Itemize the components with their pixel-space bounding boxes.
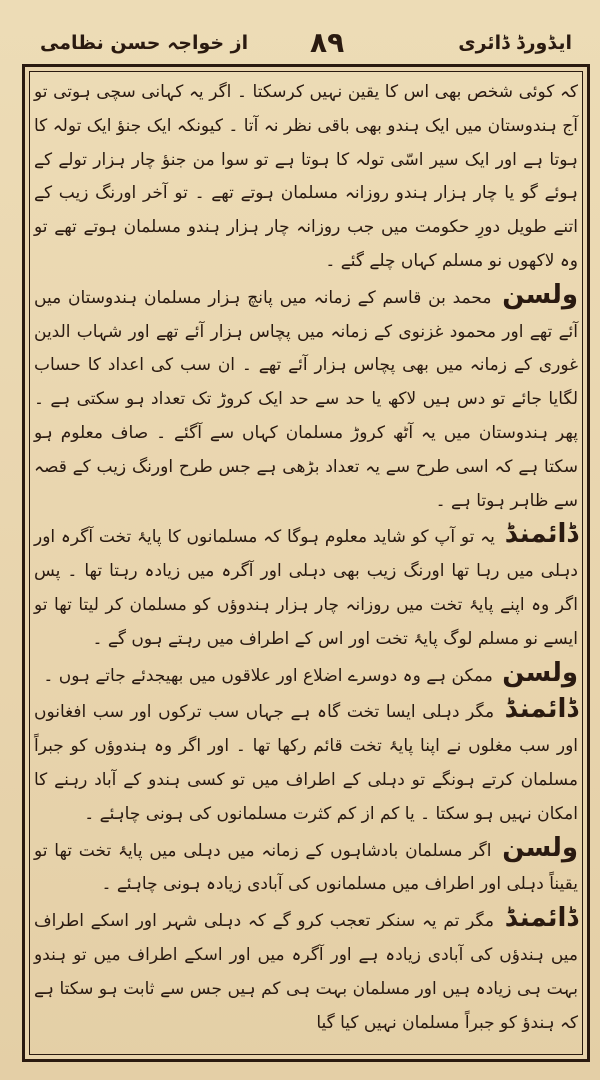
speaker-label: ڈائمنڈ: [504, 519, 579, 550]
page-number: ۸۹: [310, 26, 345, 59]
paragraph: [34, 279, 578, 519]
paragraph: [34, 657, 578, 694]
paragraph: [34, 902, 578, 1040]
running-title: ایڈورڈ ڈائری: [458, 32, 572, 54]
page-body: [34, 76, 578, 1056]
speaker-label: ڈائمنڈ: [504, 694, 578, 725]
paragraph: [34, 693, 578, 831]
paragraph-text: محمد بن قاسم کے زمانہ میں پانچ ہزار مسلمان ہندوستان میں آئے تھے اور محمود غزنوی کے زمانہ میں پچاس ہزار آئے تھے اور شہاب الدین غوری کے زمانہ میں بھی پچاس ہزار آئے تھے ۔ ان سب کی اعداد کا حساب لگایا جائے تو دس ہیں لاکھ یا حد سے حد ایک کروڑ تک تعداد ہو سکتی ہے ۔ پھر ہندوستان میں یہ آٹھ کروڑ مسلمان کہاں سے آگئے ۔ صاف معلوم ہو سکتا ہے کہ اسی طرح سے یہ تعداد بڑھی ہے جس طرح اورنگ زیب کے قصہ سے ظاہر ہوتا ہے ۔: [34, 287, 578, 511]
paragraph-text: مگر تم یہ سنکر تعجب کرو گے کہ دہلی شہر اور اسکے اطراف میں ہندؤں کی آبادی زیادہ ہے اور آگرہ میں اور اسکے اطراف میں تو ہندو بہت ہی زیادہ ہیں اور مسلمان بہت ہی کم ہیں جس سے ثابت ہو سکتا ہے کہ ہندؤ کو جبراً مسلمان نہیں کیا گیا: [34, 911, 578, 1033]
paragraph-text: اگر مسلمان بادشاہوں کے زمانہ میں دہلی میں پایۂ تخت تھا تو یقیناً دہلی اور اطراف میں مسلمانوں کی آبادی زیادہ ہونی چاہئے ۔: [34, 840, 578, 895]
paragraph-text: ممکن ہے وہ دوسرے اضلاع اور علاقوں میں بھیجدئے جاتے ہوں ۔: [43, 665, 493, 686]
page-header: [40, 20, 580, 70]
paragraph: [34, 518, 578, 656]
speaker-label: ولسن: [502, 657, 578, 688]
paragraph-text: کہ کوئی شخص بھی اس کا یقین نہیں کرسکتا ۔ اگر یہ کہانی سچی ہوتی تو آج ہندوستان میں ایک ہندو بھی باقی نظر نہ آتا ۔ کیونکہ ایک جنؤ ایک تولہ کا ہوتا ہے اور ایک سیر اسّی تولہ کا ہوتا ہے تو سوا من جنؤ چار ہزار تولے کے ہوئے گو یا چار ہزار ہندو روزانہ مسلمان ہوتے تھے ۔ تو آخر اورنگ زیب کے اتنے طویل دورِ حکومت میں جب روزانہ چار ہزار ہندو مسلمان ہوتے تھے تو وہ لاکھوں نو مسلم کہاں چلے گئے ۔: [34, 82, 578, 271]
paragraph-text: مگر دہلی ایسا تخت گاہ ہے جہاں سب ترکوں اور سب افغانوں اور سب مغلوں نے اپنا پایۂ تخت قائم رکھا تھا ۔ اور اگر وہ ہندوؤں کو جبراً مسلمان کرتے ہونگے تو دہلی کے اطراف میں تو کسی ہندو کے آباد رہنے کا امکان نہیں ہو سکتا ۔ یا کم از کم کثرت مسلمانوں کی ہونی چاہئے ۔: [34, 702, 578, 824]
paragraph-text: یہ تو آپ کو شاید معلوم ہوگا کہ مسلمانوں کا پایۂ تخت آگرہ اور دہلی میں رہا تھا اورنگ زیب بھی دہلی اور آگرہ میں زیادہ رہتا تھا ۔ پس اگر وہ اپنے پایۂ تخت میں روزانہ چار ہزار ہندوؤں کو مسلمان کر لیتا تھا تو ایسے نو مسلم لوگ پایۂ تخت اور اس کے اطراف میں رہتے ہوں گے ۔: [34, 527, 578, 649]
paragraph: [34, 832, 578, 903]
paragraph: [34, 76, 578, 279]
speaker-label: ڈائمنڈ: [504, 903, 579, 934]
speaker-label: ولسن: [502, 279, 578, 310]
speaker-label: ولسن: [502, 832, 578, 863]
author-name: از خواجہ حسن نظامی: [40, 32, 249, 54]
